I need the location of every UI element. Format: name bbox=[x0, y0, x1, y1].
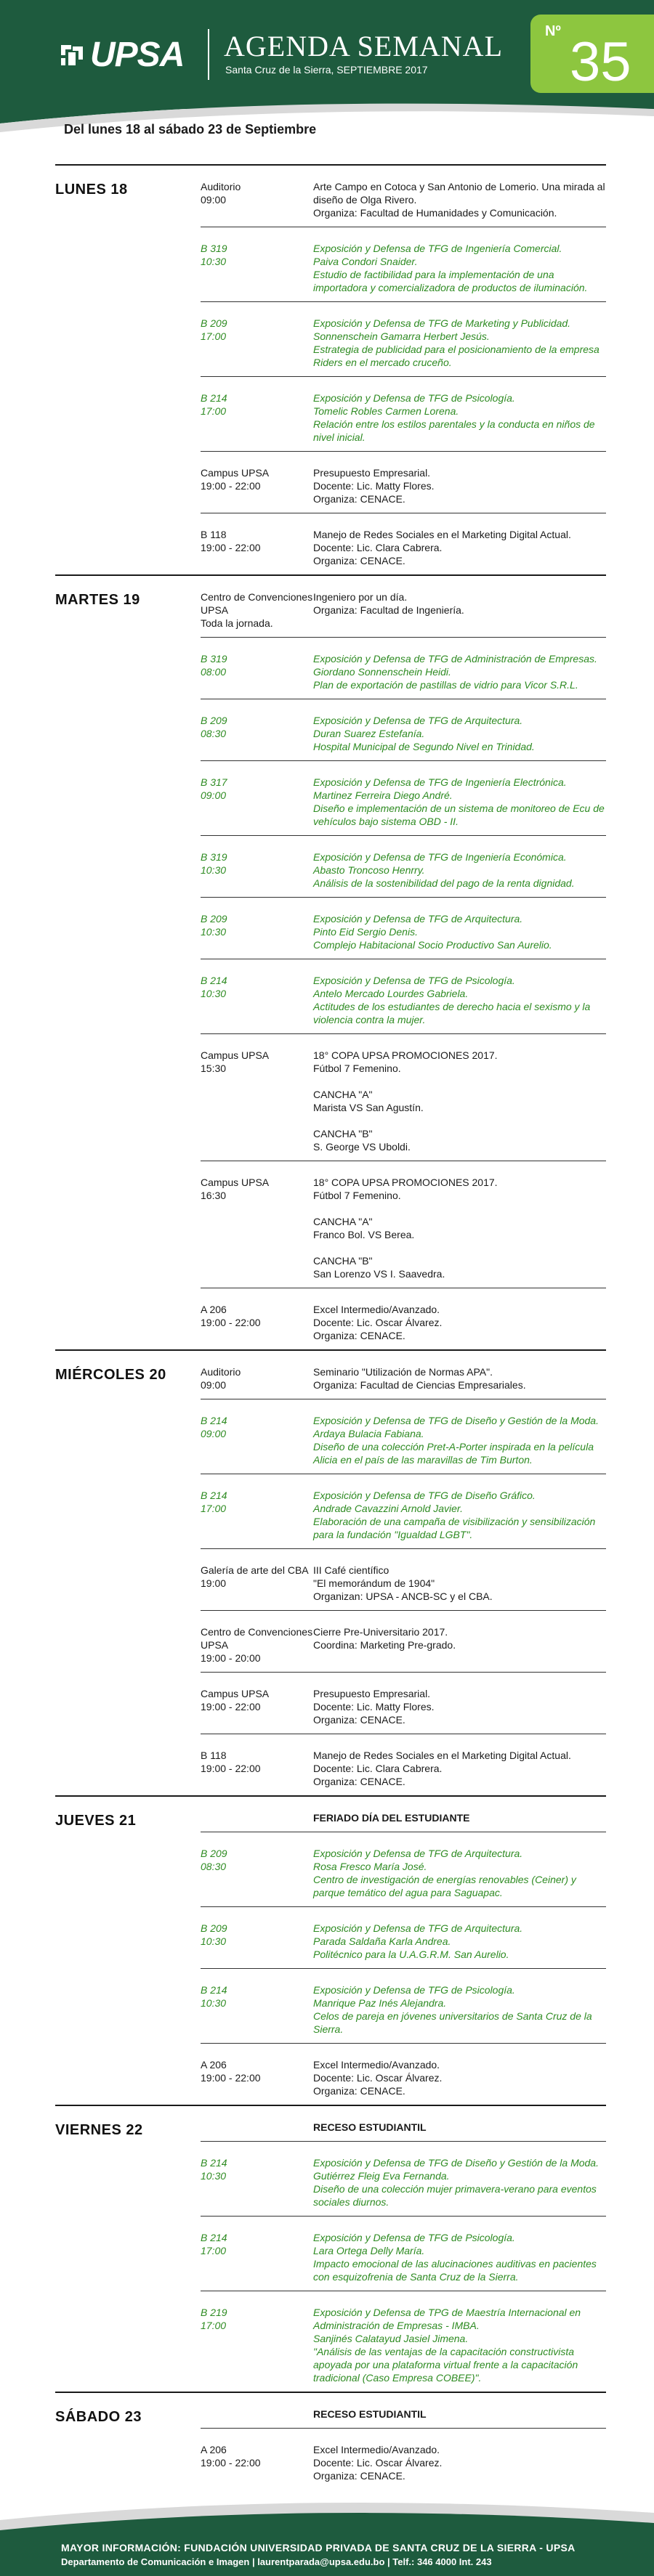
event-description-line: Impacto emocional de las alucinaciones auditivas en pacientes con esquizofrenia de Santa Cruz de la Sierra. bbox=[313, 2258, 597, 2283]
event-description-line: Pinto Eid Sergio Denis. bbox=[313, 926, 418, 938]
event-place-line: 10:30 bbox=[201, 864, 227, 876]
event-line-spacer bbox=[313, 1075, 606, 1088]
agenda-list bbox=[0, 164, 654, 2490]
event-place-line: 17:00 bbox=[201, 2245, 227, 2256]
event-place-line: B 319 bbox=[201, 851, 227, 863]
event-description bbox=[313, 652, 606, 691]
event-description bbox=[313, 590, 606, 630]
event-description bbox=[313, 1625, 606, 1665]
event-description-line: Diseño de una colección Pret-A-Porter inspirada en la película Alicia en el país de las maravillas de Tim Burton. bbox=[313, 1441, 594, 1466]
event-description-line: Manejo de Redes Sociales en el Marketing Digital Actual. bbox=[313, 529, 571, 540]
event-row bbox=[201, 2393, 606, 2429]
event-description-line: Presupuesto Empresarial. bbox=[313, 467, 431, 479]
event-description-line: Docente: Lic. Oscar Álvarez. bbox=[313, 2072, 443, 2084]
event-description bbox=[313, 1176, 606, 1280]
event-description-line: Rosa Fresco María José. bbox=[313, 1861, 427, 1872]
event-row bbox=[201, 1034, 606, 1161]
footer-contact-line: Departamento de Comunicación e Imagen | laurentparada@upsa.edu.bo | Telf.: 346 4000 Int. 243 bbox=[61, 2556, 492, 2567]
event-place-line: Auditorio bbox=[201, 181, 241, 192]
event-row bbox=[201, 1832, 606, 1907]
event-description-line: Tomelic Robles Carmen Lorena. bbox=[313, 405, 459, 417]
event-description-line: Exposición y Defensa de TFG de Ingeniería Económica. bbox=[313, 851, 567, 863]
event-place-line: 10:30 bbox=[201, 1997, 227, 2009]
event-description-line: Docente: Lic. Clara Cabrera. bbox=[313, 1763, 443, 1774]
day-events bbox=[201, 1797, 606, 2105]
event-place-line: B 209 bbox=[201, 715, 227, 726]
event-description-line: Exposición y Defensa de TFG de Arquitectura. bbox=[313, 1922, 523, 1934]
event-place-time bbox=[201, 1687, 313, 1726]
event-place-line: 19:00 - 22:00 bbox=[201, 1763, 261, 1774]
event-place-line: 19:00 - 20:00 bbox=[201, 1652, 261, 1664]
event-place-time bbox=[201, 974, 313, 1026]
event-place-time bbox=[201, 180, 313, 219]
event-description-line: Exposición y Defensa de TFG de Arquitectura. bbox=[313, 1848, 523, 1859]
event-place-line: Campus UPSA bbox=[201, 1688, 270, 1699]
event-place-line: 19:00 - 22:00 bbox=[201, 1317, 261, 1328]
event-description-line: Docente: Lic. Oscar Álvarez. bbox=[313, 1317, 443, 1328]
event-place-line: 19:00 bbox=[201, 1577, 227, 1589]
day-heading: JUEVES 21 bbox=[55, 1813, 137, 1829]
day-heading: SÁBADO 23 bbox=[55, 2409, 142, 2425]
event-description-line: "Análisis de las ventajas de la capacitación constructivista apoyada por una plataforma virtual frente a la capacitación tradicional (Caso Empresa COBEE)". bbox=[313, 2346, 578, 2384]
event-place-time bbox=[201, 391, 313, 444]
event-description-line: Paiva Condori Snaider. bbox=[313, 256, 418, 267]
event-row bbox=[201, 1399, 606, 1474]
event-place-time bbox=[201, 1049, 313, 1153]
event-place-line: 15:30 bbox=[201, 1063, 227, 1074]
event-description-line: Exposición y Defensa de TPG de Maestría Internacional en Administración de Empresas - IMBA. bbox=[313, 2307, 581, 2331]
event-description bbox=[313, 2058, 606, 2097]
event-place-time bbox=[201, 2058, 313, 2097]
event-place-line: 17:00 bbox=[201, 1503, 227, 1514]
event-row bbox=[201, 1351, 606, 1399]
event-place-time bbox=[201, 1625, 313, 1665]
event-description-line: RECESO ESTUDIANTIL bbox=[313, 2121, 427, 2133]
header-subtitle: Santa Cruz de la Sierra, SEPTIEMBRE 2017 bbox=[225, 64, 428, 76]
event-description bbox=[313, 2408, 606, 2421]
event-place-line: 17:00 bbox=[201, 2320, 227, 2331]
event-place-line: 17:00 bbox=[201, 405, 227, 417]
event-place-line: 09:00 bbox=[201, 789, 227, 801]
event-place-line: B 319 bbox=[201, 243, 227, 254]
event-place-time bbox=[201, 714, 313, 753]
event-place-line: 10:30 bbox=[201, 256, 227, 267]
event-description-line: "El memorándum de 1904" bbox=[313, 1577, 435, 1589]
event-row bbox=[201, 898, 606, 959]
event-description bbox=[313, 1922, 606, 1961]
event-description-line: Organiza: Facultad de Ciencias Empresariales. bbox=[313, 1379, 526, 1391]
event-row bbox=[201, 1611, 606, 1673]
event-description-line: Exposición y Defensa de TFG de Psicología. bbox=[313, 1984, 515, 1996]
event-description bbox=[313, 466, 606, 505]
day-heading: LUNES 18 bbox=[55, 182, 128, 198]
day-events bbox=[201, 1351, 606, 1795]
event-place-line: Galería de arte del CBA bbox=[201, 1564, 309, 1576]
event-description bbox=[313, 714, 606, 753]
header-banner bbox=[0, 0, 654, 109]
event-line-spacer bbox=[313, 1114, 606, 1127]
event-description-line: Manejo de Redes Sociales en el Marketing Digital Actual. bbox=[313, 1750, 571, 1761]
event-place-time bbox=[201, 1303, 313, 1342]
event-place-line: 19:00 - 22:00 bbox=[201, 2457, 261, 2469]
event-description bbox=[313, 1749, 606, 1788]
event-description-line: Exposición y Defensa de TFG de Administración de Empresas. bbox=[313, 653, 597, 665]
event-place-line: 10:30 bbox=[201, 2170, 227, 2182]
event-description-line: CANCHA "B" bbox=[313, 1128, 373, 1139]
event-description-line: Exposición y Defensa de TFG de Diseño y Gestión de la Moda. bbox=[313, 1415, 599, 1426]
event-place-line: B 214 bbox=[201, 975, 227, 986]
event-description-line: Ardaya Bulacia Fabiana. bbox=[313, 1428, 424, 1439]
event-place-time bbox=[201, 242, 313, 294]
event-place-line: B 209 bbox=[201, 1922, 227, 1934]
day-heading: MARTES 19 bbox=[55, 592, 140, 608]
event-description-line: Organiza: CENACE. bbox=[313, 555, 405, 566]
event-description bbox=[313, 2306, 606, 2384]
event-place-line: Campus UPSA bbox=[201, 1177, 270, 1188]
page-title: AGENDA SEMANAL bbox=[224, 30, 503, 62]
week-range: Del lunes 18 al sábado 23 de Septiembre bbox=[64, 122, 317, 137]
event-description-line: Hospital Municipal de Segundo Nivel en Trinidad. bbox=[313, 741, 535, 752]
event-description bbox=[313, 317, 606, 369]
issue-number: 35 bbox=[570, 31, 631, 93]
event-row bbox=[201, 1288, 606, 1349]
event-description-line: Exposición y Defensa de TFG de Diseño Gráfico. bbox=[313, 1490, 536, 1501]
event-row bbox=[201, 699, 606, 761]
event-place-time bbox=[201, 2443, 313, 2482]
event-row bbox=[201, 1549, 606, 1611]
event-row bbox=[201, 302, 606, 377]
event-place-time bbox=[201, 1983, 313, 2036]
event-row bbox=[201, 1734, 606, 1795]
day-heading: VIERNES 22 bbox=[55, 2122, 143, 2138]
event-description-line: San Lorenzo VS I. Saavedra. bbox=[313, 1268, 445, 1280]
event-line-spacer bbox=[313, 1241, 606, 1254]
event-place-time bbox=[201, 912, 313, 951]
event-place-line: 10:30 bbox=[201, 988, 227, 999]
event-row bbox=[201, 576, 606, 638]
footer-info-line: MAYOR INFORMACIÓN: FUNDACIÓN UNIVERSIDAD PRIVADA DE SANTA CRUZ DE LA SIERRA - UPSA bbox=[61, 2542, 576, 2553]
event-description bbox=[313, 974, 606, 1026]
event-place-time bbox=[201, 776, 313, 828]
event-row bbox=[201, 2142, 606, 2217]
event-description-line: 18° COPA UPSA PROMOCIONES 2017. bbox=[313, 1177, 498, 1188]
event-place-line: 10:30 bbox=[201, 926, 227, 938]
event-description bbox=[313, 528, 606, 567]
event-description-line: Organiza: CENACE. bbox=[313, 493, 405, 505]
event-description-line: Organiza: CENACE. bbox=[313, 1776, 405, 1787]
upsa-logo bbox=[58, 35, 184, 75]
event-place-line: B 214 bbox=[201, 1490, 227, 1501]
event-description bbox=[313, 1983, 606, 2036]
event-description-line: Excel Intermedio/Avanzado. bbox=[313, 1304, 440, 1315]
event-description-line: Arte Campo en Cotoca y San Antonio de Lomerio. Una mirada al diseño de Olga Rivero. bbox=[313, 181, 605, 206]
event-description bbox=[313, 391, 606, 444]
event-place-time bbox=[201, 2306, 313, 2384]
event-place-line: Campus UPSA bbox=[201, 1049, 270, 1061]
event-place-line: 17:00 bbox=[201, 330, 227, 342]
event-description bbox=[313, 180, 606, 219]
event-description bbox=[313, 2121, 606, 2134]
event-place-line: 19:00 - 22:00 bbox=[201, 2072, 261, 2084]
event-description-line: Franco Bol. VS Berea. bbox=[313, 1229, 415, 1240]
day-events bbox=[201, 2393, 606, 2490]
event-row bbox=[201, 1673, 606, 1734]
day-events bbox=[201, 576, 606, 1349]
event-row bbox=[201, 2044, 606, 2105]
event-place-line: A 206 bbox=[201, 2444, 227, 2455]
event-description-line: Organiza: CENACE. bbox=[313, 1714, 405, 1726]
event-row bbox=[201, 1474, 606, 1549]
event-place-time bbox=[201, 2408, 313, 2421]
event-place-line: Centro de Convenciones UPSA bbox=[201, 1626, 313, 1651]
event-description-line: Exposición y Defensa de TFG de Arquitectura. bbox=[313, 715, 523, 726]
event-place-line: 09:00 bbox=[201, 194, 227, 206]
event-description-line: Sanjinés Calatayud Jasiel Jimena. bbox=[313, 2333, 469, 2344]
day-events bbox=[201, 166, 606, 574]
event-place-time bbox=[201, 317, 313, 369]
event-description-line: Complejo Habitacional Socio Productivo San Aurelio. bbox=[313, 939, 552, 951]
event-place-line: 09:00 bbox=[201, 1428, 227, 1439]
event-place-time bbox=[201, 1489, 313, 1541]
event-place-time bbox=[201, 1811, 313, 1824]
event-place-line: B 209 bbox=[201, 317, 227, 329]
event-place-time bbox=[201, 1749, 313, 1788]
event-description bbox=[313, 1303, 606, 1342]
day-heading: MIÉRCOLES 20 bbox=[55, 1367, 166, 1383]
event-description-line: Excel Intermedio/Avanzado. bbox=[313, 2444, 440, 2455]
event-place-time bbox=[201, 1176, 313, 1280]
event-row bbox=[201, 761, 606, 836]
event-place-time bbox=[201, 2231, 313, 2283]
day-events bbox=[201, 2106, 606, 2392]
event-place-line: 09:00 bbox=[201, 1379, 227, 1391]
event-description-line: Organizan: UPSA - ANCB-SC y el CBA. bbox=[313, 1590, 493, 1602]
event-place-line: 08:00 bbox=[201, 666, 227, 678]
event-row bbox=[201, 166, 606, 227]
event-description-line: Estudio de factibilidad para la implementación de una importadora y comercializadora de productos de iluminación. bbox=[313, 269, 588, 293]
event-description-line: RECESO ESTUDIANTIL bbox=[313, 2408, 427, 2420]
day-section bbox=[55, 574, 606, 1349]
event-description-line: CANCHA "A" bbox=[313, 1089, 373, 1100]
event-description bbox=[313, 2231, 606, 2283]
event-description bbox=[313, 1049, 606, 1153]
event-description-line: Exposición y Defensa de TFG de Psicología. bbox=[313, 2232, 515, 2243]
event-place-line: Toda la jornada. bbox=[201, 617, 273, 629]
event-row bbox=[201, 1969, 606, 2044]
event-description-line: Fútbol 7 Femenino. bbox=[313, 1190, 401, 1201]
event-place-line: B 209 bbox=[201, 1848, 227, 1859]
event-place-time bbox=[201, 528, 313, 567]
event-description-line: Gutiérrez Fleig Eva Fernanda. bbox=[313, 2170, 450, 2182]
issue-number-badge bbox=[530, 15, 654, 93]
event-row bbox=[201, 1797, 606, 1832]
event-place-line: Auditorio bbox=[201, 1366, 241, 1378]
event-place-time bbox=[201, 652, 313, 691]
event-description-line: Exposición y Defensa de TFG de Ingeniería Comercial. bbox=[313, 243, 562, 254]
event-description-line: Organiza: CENACE. bbox=[313, 1330, 405, 1341]
day-section bbox=[55, 164, 606, 574]
event-description-line: Giordano Sonnenschein Heidi. bbox=[313, 666, 451, 678]
event-place-line: 08:30 bbox=[201, 728, 227, 739]
event-place-time bbox=[201, 2121, 313, 2134]
event-row bbox=[201, 377, 606, 452]
event-place-line: 10:30 bbox=[201, 1935, 227, 1947]
event-place-line: B 214 bbox=[201, 1984, 227, 1996]
event-description bbox=[313, 776, 606, 828]
day-section bbox=[55, 2105, 606, 2392]
event-description bbox=[313, 912, 606, 951]
event-place-line: Centro de Convenciones UPSA bbox=[201, 591, 313, 616]
day-section bbox=[55, 2392, 606, 2490]
event-place-line: 19:00 - 22:00 bbox=[201, 1701, 261, 1712]
event-description-line: Relación entre los estilos parentales y la conducta en niños de nivel inicial. bbox=[313, 418, 595, 443]
event-description-line: Elaboración de una campaña de visibilización y sensibilización para la fundación "Igualdad LGBT". bbox=[313, 1516, 596, 1540]
event-description-line: Exposición y Defensa de TFG de Arquitectura. bbox=[313, 913, 523, 925]
event-line-spacer bbox=[313, 1202, 606, 1215]
event-description-line: Organiza: CENACE. bbox=[313, 2470, 405, 2482]
event-description-line: Diseño e implementación de un sistema de monitoreo de Ecu de vehículos bajo sistema OBD - II. bbox=[313, 803, 605, 827]
event-row bbox=[201, 2106, 606, 2142]
event-row bbox=[201, 227, 606, 302]
day-section bbox=[55, 1795, 606, 2105]
event-place-time bbox=[201, 1414, 313, 1466]
event-row bbox=[201, 1907, 606, 1969]
event-description-line: Diseño de una colección mujer primavera-verano para eventos sociales diurnos. bbox=[313, 2183, 597, 2208]
event-description-line: Exposición y Defensa de TFG de Psicología. bbox=[313, 975, 515, 986]
event-place-line: A 206 bbox=[201, 2059, 227, 2071]
event-place-time bbox=[201, 850, 313, 890]
issue-number-label: Nº bbox=[545, 23, 561, 39]
event-description-line: Sonnenschein Gamarra Herbert Jesús. bbox=[313, 330, 490, 342]
event-row bbox=[201, 2291, 606, 2392]
event-place-line: B 214 bbox=[201, 2157, 227, 2169]
event-description-line: Docente: Lic. Clara Cabrera. bbox=[313, 542, 443, 553]
day-section bbox=[55, 1349, 606, 1795]
event-description bbox=[313, 1365, 606, 1391]
event-description bbox=[313, 1847, 606, 1899]
logo-wordmark: UPSA bbox=[90, 36, 185, 74]
event-place-line: B 118 bbox=[201, 529, 227, 540]
event-description bbox=[313, 1564, 606, 1603]
event-description-line: CANCHA "A" bbox=[313, 1216, 373, 1227]
event-place-line: B 319 bbox=[201, 653, 227, 665]
event-row bbox=[201, 1161, 606, 1288]
event-description-line: Martinez Ferreira Diego André. bbox=[313, 789, 453, 801]
event-description-line: Docente: Lic. Oscar Álvarez. bbox=[313, 2457, 443, 2469]
event-place-time bbox=[201, 1365, 313, 1391]
event-description-line: Celos de pareja en jóvenes universitarios de Santa Cruz de la Sierra. bbox=[313, 2010, 592, 2035]
event-description-line: Exposición y Defensa de TFG de Marketing y Publicidad. bbox=[313, 317, 571, 329]
event-description-line: Lara Ortega Delly María. bbox=[313, 2245, 425, 2256]
event-description-line: Abasto Troncoso Henrry. bbox=[313, 864, 425, 876]
event-place-time bbox=[201, 590, 313, 630]
event-place-line: B 219 bbox=[201, 2307, 227, 2318]
event-description-line: Antelo Mercado Lourdes Gabriela. bbox=[313, 988, 469, 999]
event-place-line: B 118 bbox=[201, 1750, 227, 1761]
header-divider bbox=[208, 29, 209, 80]
event-description bbox=[313, 1811, 606, 1824]
event-description bbox=[313, 1489, 606, 1541]
event-description bbox=[313, 242, 606, 294]
event-description-line: III Café científico bbox=[313, 1564, 389, 1576]
event-description-line: Excel Intermedio/Avanzado. bbox=[313, 2059, 440, 2071]
event-description-line: Exposición y Defensa de TFG de Ingeniería Electrónica. bbox=[313, 776, 567, 788]
event-place-time bbox=[201, 466, 313, 505]
event-description-line: Ingeniero por un día. bbox=[313, 591, 408, 603]
event-row bbox=[201, 2217, 606, 2291]
event-description-line: CANCHA "B" bbox=[313, 1255, 373, 1267]
event-place-line: Campus UPSA bbox=[201, 467, 270, 479]
event-place-line: 19:00 - 22:00 bbox=[201, 480, 261, 492]
event-description-line: Marista VS San Agustín. bbox=[313, 1102, 424, 1113]
event-description-line: Docente: Lic. Matty Flores. bbox=[313, 1701, 435, 1712]
event-description-line: FERIADO DÍA DEL ESTUDIANTE bbox=[313, 1812, 470, 1824]
event-place-line: B 209 bbox=[201, 913, 227, 925]
event-place-line: 08:30 bbox=[201, 1861, 227, 1872]
event-description-line: Fútbol 7 Femenino. bbox=[313, 1063, 401, 1074]
event-place-line: B 214 bbox=[201, 2232, 227, 2243]
event-description-line: Cierre Pre-Universitario 2017. bbox=[313, 1626, 448, 1638]
event-row bbox=[201, 452, 606, 513]
event-description-line: 18° COPA UPSA PROMOCIONES 2017. bbox=[313, 1049, 498, 1061]
event-description bbox=[313, 850, 606, 890]
event-place-line: B 214 bbox=[201, 392, 227, 404]
event-description-line: Andrade Cavazzini Arnold Javier. bbox=[313, 1503, 463, 1514]
event-description-line: Docente: Lic. Matty Flores. bbox=[313, 480, 435, 492]
event-description bbox=[313, 1414, 606, 1466]
event-row bbox=[201, 513, 606, 574]
event-description-line: Duran Suarez Estefanía. bbox=[313, 728, 425, 739]
event-description-line: Organiza: Facultad de Ingeniería. bbox=[313, 604, 464, 616]
event-description-line: S. George VS Uboldi. bbox=[313, 1141, 411, 1153]
event-place-time bbox=[201, 1922, 313, 1961]
upsa-emblem-icon bbox=[58, 41, 87, 70]
event-description-line: Estrategia de publicidad para el posicionamiento de la empresa Riders en el mercado cruceño. bbox=[313, 344, 600, 368]
event-description-line: Organiza: Facultad de Humanidades y Comunicación. bbox=[313, 207, 557, 219]
event-place-time bbox=[201, 2156, 313, 2209]
event-description-line: Presupuesto Empresarial. bbox=[313, 1688, 431, 1699]
event-description-line: Exposición y Defensa de TFG de Diseño y Gestión de la Moda. bbox=[313, 2157, 599, 2169]
event-description-line: Organiza: CENACE. bbox=[313, 2085, 405, 2097]
event-place-time bbox=[201, 1564, 313, 1603]
event-description-line: Exposición y Defensa de TFG de Psicología. bbox=[313, 392, 515, 404]
event-row bbox=[201, 959, 606, 1034]
event-description-line: Seminario "Utilización de Normas APA". bbox=[313, 1366, 493, 1378]
event-description-line: Plan de exportación de pastillas de vidrio para Vicor S.R.L. bbox=[313, 679, 578, 691]
event-description bbox=[313, 2156, 606, 2209]
event-place-time bbox=[201, 1847, 313, 1899]
event-place-line: B 214 bbox=[201, 1415, 227, 1426]
event-place-line: 16:30 bbox=[201, 1190, 227, 1201]
event-place-line: 19:00 - 22:00 bbox=[201, 542, 261, 553]
event-description-line: Actitudes de los estudiantes de derecho hacia el sexismo y la violencia contra la mujer. bbox=[313, 1001, 591, 1025]
event-description-line: Coordina: Marketing Pre-grado. bbox=[313, 1639, 456, 1651]
event-description-line: Politécnico para la U.A.G.R.M. San Aurelio. bbox=[313, 1949, 509, 1960]
event-description-line: Manrique Paz Inés Alejandra. bbox=[313, 1997, 447, 2009]
event-place-line: B 317 bbox=[201, 776, 227, 788]
event-row bbox=[201, 638, 606, 699]
event-description-line: Centro de investigación de energías renovables (Ceiner) y parque temático del agua para Saguapac. bbox=[313, 1874, 576, 1898]
event-row bbox=[201, 836, 606, 898]
footer bbox=[0, 2498, 654, 2576]
event-place-line: A 206 bbox=[201, 1304, 227, 1315]
event-description-line: Parada Saldaña Karla Andrea. bbox=[313, 1935, 451, 1947]
event-row bbox=[201, 2429, 606, 2490]
event-description bbox=[313, 2443, 606, 2482]
event-description-line: Análisis de la sostenibilidad del pago de la renta dignidad. bbox=[313, 877, 575, 889]
event-description bbox=[313, 1687, 606, 1726]
